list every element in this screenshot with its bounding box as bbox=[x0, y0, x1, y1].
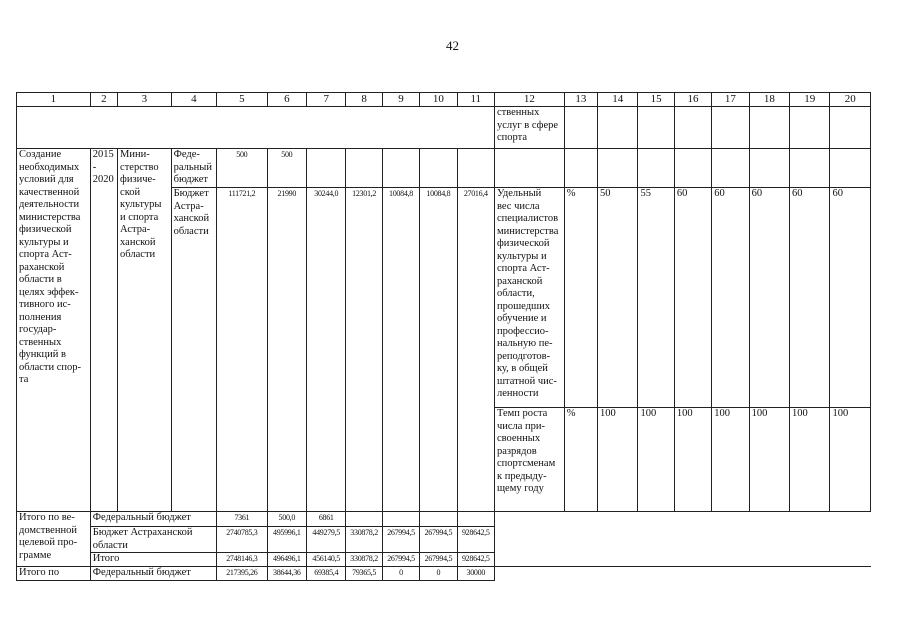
value-cell: 111721,2 bbox=[217, 188, 268, 512]
value-cell: 330878,2 bbox=[346, 553, 382, 567]
col-header: 6 bbox=[267, 93, 306, 107]
total-source: Бюджет Астраханской области bbox=[90, 527, 216, 553]
indicator-value: 60 bbox=[712, 188, 749, 408]
value-cell: 30000 bbox=[457, 566, 494, 580]
empty-cell bbox=[830, 149, 871, 188]
measure-row-federal bbox=[17, 149, 871, 188]
empty-cell bbox=[307, 149, 346, 188]
value-cell: 30244,0 bbox=[307, 188, 346, 512]
indicator-value: 50 bbox=[598, 188, 638, 408]
total-label: Итого по bbox=[17, 566, 91, 580]
measure-name: Создание необходимых условий для качественной деятельности министерства физической культуры и спорта Аст- раханской области в целях эффек- тивного ис- полнения государ- ственных функций в области спор- та bbox=[17, 149, 91, 512]
empty-cell bbox=[457, 149, 494, 188]
page-number: 42 bbox=[446, 38, 459, 53]
col-header: 12 bbox=[494, 93, 564, 107]
value-cell: 267994,5 bbox=[382, 527, 419, 553]
empty-cell bbox=[638, 149, 674, 188]
col-header: 13 bbox=[564, 93, 597, 107]
value-cell: 928642,5 bbox=[457, 553, 494, 567]
value-cell: 456140,5 bbox=[307, 553, 346, 567]
value-cell: 267994,5 bbox=[382, 553, 419, 567]
value-cell bbox=[382, 512, 419, 527]
col-header: 19 bbox=[790, 93, 830, 107]
indicator-value: 100 bbox=[598, 408, 638, 512]
col-header: 9 bbox=[382, 93, 419, 107]
value-cell: 267994,5 bbox=[420, 527, 457, 553]
value-cell: 2748146,3 bbox=[217, 553, 268, 567]
value-cell: 267994,5 bbox=[420, 553, 457, 567]
value-cell: 6861 bbox=[307, 512, 346, 527]
empty-cell bbox=[564, 149, 597, 188]
empty-cell bbox=[638, 107, 674, 149]
value-cell: 0 bbox=[382, 566, 419, 580]
indicator-continuation: ственных услуг в сфере спорта bbox=[494, 107, 564, 149]
empty-cell bbox=[790, 149, 830, 188]
empty-cell bbox=[749, 149, 789, 188]
value-cell: 217395,26 bbox=[217, 566, 268, 580]
empty-cell bbox=[674, 107, 711, 149]
empty-cell bbox=[674, 149, 711, 188]
indicator-value: 60 bbox=[830, 188, 871, 408]
value-cell: 500 bbox=[217, 149, 268, 188]
col-header: 17 bbox=[712, 93, 749, 107]
total-row-federal bbox=[17, 512, 871, 527]
total-label: Итого по ве- домственной целевой про- грамме bbox=[17, 512, 91, 567]
value-cell: 12301,2 bbox=[346, 188, 382, 512]
empty-cell bbox=[790, 107, 830, 149]
value-cell: 10084,8 bbox=[420, 188, 457, 512]
value-cell bbox=[420, 512, 457, 527]
continuation-row bbox=[17, 107, 871, 149]
indicator-value: 100 bbox=[830, 408, 871, 512]
indicator-value: 60 bbox=[790, 188, 830, 408]
empty-cell bbox=[712, 107, 749, 149]
value-cell: 10084,8 bbox=[382, 188, 419, 512]
col-header: 2 bbox=[90, 93, 117, 107]
empty-cell bbox=[712, 149, 749, 188]
value-cell: 79365,5 bbox=[346, 566, 382, 580]
empty-cell bbox=[598, 149, 638, 188]
col-header: 18 bbox=[749, 93, 789, 107]
indicator-value: 100 bbox=[712, 408, 749, 512]
program-table bbox=[16, 92, 871, 581]
indicator-value: 100 bbox=[638, 408, 674, 512]
col-header: 20 bbox=[830, 93, 871, 107]
value-cell: 38644,36 bbox=[267, 566, 306, 580]
total-source: Федеральный бюджет bbox=[90, 512, 216, 527]
value-cell: 496496,1 bbox=[267, 553, 306, 567]
value-cell: 330878,2 bbox=[346, 527, 382, 553]
value-cell: 2740785,3 bbox=[217, 527, 268, 553]
col-header: 1 bbox=[17, 93, 91, 107]
value-cell bbox=[457, 512, 494, 527]
indicator-value: 55 bbox=[638, 188, 674, 408]
value-cell bbox=[346, 512, 382, 527]
final-total-row bbox=[17, 566, 871, 580]
empty-cell bbox=[17, 107, 495, 149]
value-cell: 21990 bbox=[267, 188, 306, 512]
empty-cell bbox=[382, 149, 419, 188]
empty-cell bbox=[564, 107, 597, 149]
value-cell: 7361 bbox=[217, 512, 268, 527]
empty-cell bbox=[494, 149, 564, 188]
value-cell: 500 bbox=[267, 149, 306, 188]
value-cell: 500,0 bbox=[267, 512, 306, 527]
total-source: Федеральный бюджет bbox=[90, 566, 216, 580]
total-source: Итого bbox=[90, 553, 216, 567]
indicator-value: 100 bbox=[790, 408, 830, 512]
col-header: 7 bbox=[307, 93, 346, 107]
indicator-value: 60 bbox=[749, 188, 789, 408]
col-header: 5 bbox=[217, 93, 268, 107]
indicator-name: Удельный вес числа специалистов министерства физической культуры и спорта Аст- раханской области, прошедших обучение и профессио- нальную пе- реподготов- ку, в общей штатной чис- ленности bbox=[494, 188, 564, 408]
col-header: 14 bbox=[598, 93, 638, 107]
col-header: 8 bbox=[346, 93, 382, 107]
indicator-name: Темп роста числа при- своенных разрядов спортсменам к предыду- щему году bbox=[494, 408, 564, 512]
value-cell: 0 bbox=[420, 566, 457, 580]
indicator-value: 60 bbox=[674, 188, 711, 408]
funding-source: Бюджет Астра- ханской области bbox=[171, 188, 216, 512]
empty-cell bbox=[494, 512, 870, 567]
col-header: 11 bbox=[457, 93, 494, 107]
indicator-unit: % bbox=[564, 408, 597, 512]
empty-cell bbox=[598, 107, 638, 149]
value-cell: 495996,1 bbox=[267, 527, 306, 553]
col-header: 10 bbox=[420, 93, 457, 107]
value-cell: 928642,5 bbox=[457, 527, 494, 553]
col-header: 4 bbox=[171, 93, 216, 107]
empty-cell bbox=[494, 566, 870, 580]
value-cell: 69385,4 bbox=[307, 566, 346, 580]
funding-source: Феде- ральный бюджет bbox=[171, 149, 216, 188]
value-cell: 27016,4 bbox=[457, 188, 494, 512]
column-number-row bbox=[17, 93, 871, 107]
measure-years: 2015 - 2020 bbox=[90, 149, 117, 512]
empty-cell bbox=[830, 107, 871, 149]
indicator-value: 100 bbox=[749, 408, 789, 512]
col-header: 16 bbox=[674, 93, 711, 107]
indicator-unit: % bbox=[564, 188, 597, 408]
col-header: 15 bbox=[638, 93, 674, 107]
empty-cell bbox=[420, 149, 457, 188]
measure-executor: Мини- стерство физиче- ской культуры и спорта Астра- ханской области bbox=[118, 149, 172, 512]
value-cell: 449279,5 bbox=[307, 527, 346, 553]
empty-cell bbox=[346, 149, 382, 188]
indicator-value: 100 bbox=[674, 408, 711, 512]
col-header: 3 bbox=[118, 93, 172, 107]
empty-cell bbox=[749, 107, 789, 149]
